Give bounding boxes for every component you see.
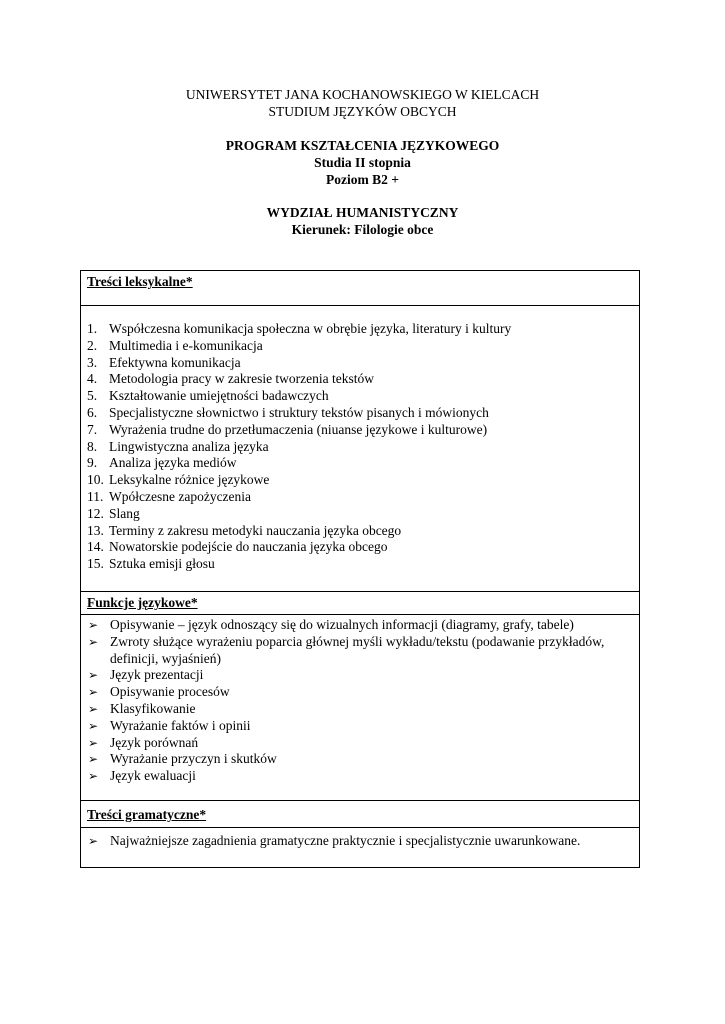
unit-name: STUDIUM JĘZYKÓW OBCYCH [268,104,457,119]
functions-list-item [87,701,630,718]
lexical-list-item [87,556,511,573]
functions-list-item [87,634,630,668]
list-number: 12. [87,505,104,521]
arrow-bullet-icon: ➢ [88,685,99,700]
list-text: Specjalistyczne słownictwo i struktury tekstów pisanych i mówionych [109,404,489,420]
arrow-bullet-icon: ➢ [88,735,99,750]
lexical-list-item [87,472,511,489]
list-text: Opisywanie – język odnoszący się do wizualnych informacji (diagramy, grafy, tabele) [110,617,574,632]
lexical-list-item [87,371,511,388]
grammar-list [87,833,580,850]
arrow-bullet-icon: ➢ [88,668,99,683]
lexical-title: Treści leksykalne* [87,274,193,289]
list-text: Analiza języka mediów [109,455,237,471]
arrow-bullet-icon: ➢ [88,718,99,733]
list-text: Klasyfikowanie [110,700,196,716]
list-text: Leksykalne różnice językowe [109,472,270,488]
list-text: Wpółczesne zapożyczenia [109,488,252,504]
list-text: Nowatorskie podejście do nauczania języka obcego [109,539,388,555]
list-number: 10. [87,472,104,488]
functions-list [87,617,630,785]
lexical-list-item [87,338,511,355]
list-text: Multimedia i e-komunikacja [109,337,263,353]
lexical-content-row [81,306,639,592]
header-faculty [0,204,725,238]
functions-list-item [87,667,630,684]
list-text: Zwroty służące wyrażeniu poparcia głównej myśli wykładu/tekstu (podawanie przykładów, definicji, wyjaśnień) [110,633,605,666]
list-number: 13. [87,522,104,538]
language-level: Poziom B2 + [326,172,399,187]
header-institution [0,86,725,120]
functions-list-item [87,718,630,735]
functions-title: Funkcje językowe* [87,595,198,610]
faculty-name: WYDZIAŁ HUMANISTYCZNY [266,205,459,220]
list-number: 4. [87,371,98,387]
list-number: 8. [87,438,98,454]
arrow-bullet-icon: ➢ [88,701,99,716]
list-text: Opisywanie procesów [110,684,230,700]
list-text: Wyrażanie przyczyn i skutków [110,751,277,767]
list-number: 15. [87,556,104,572]
list-text: Wyrażenia trudne do przetłumaczenia (niuanse językowe i kulturowe) [109,421,488,437]
lexical-list-item [87,455,511,472]
direction-name: Kierunek: Filologie obce [291,222,434,237]
lexical-list-item [87,388,511,405]
functions-content-row [81,615,639,801]
lexical-list-item [87,439,511,456]
lexical-list-item [87,489,511,506]
list-text: Slang [109,505,140,521]
lexical-header-row [81,271,639,306]
grammar-header-row [81,801,639,828]
list-text: Język ewaluacji [110,768,196,784]
arrow-bullet-icon: ➢ [88,834,99,848]
arrow-bullet-icon: ➢ [88,618,99,632]
functions-list-item [87,617,630,634]
list-text: Efektywna komunikacja [109,354,241,370]
functions-list-item [87,768,630,785]
lexical-list-item [87,405,511,422]
list-text: Terminy z zakresu metodyki nauczania języka obcego [109,522,402,538]
grammar-content-row [81,828,639,868]
arrow-bullet-icon: ➢ [88,634,99,649]
functions-list-item [87,751,630,768]
lexical-list-item [87,321,511,338]
list-number: 5. [87,388,98,404]
lexical-list-item [87,355,511,372]
list-number: 14. [87,539,104,555]
functions-list-item [87,684,630,701]
list-text: Wyrażanie faktów i opinii [110,717,251,733]
list-text: Sztuka emisji głosu [109,556,215,572]
arrow-bullet-icon: ➢ [88,752,99,767]
university-name: UNIWERSYTET JANA KOCHANOWSKIEGO W KIELCACH [185,87,540,102]
lexical-list-item [87,422,511,439]
list-number: 9. [87,455,98,471]
list-text: Kształtowanie umiejętności badawczych [109,388,329,404]
arrow-bullet-icon: ➢ [88,769,99,784]
list-text: Lingwistyczna analiza języka [109,438,269,454]
list-text: Metodologia pracy w zakresie tworzenia tekstów [109,371,375,387]
list-number: 7. [87,421,98,437]
program-title: PROGRAM KSZTAŁCENIA JĘZYKOWEGO [225,138,500,153]
lexical-list-item [87,506,511,523]
grammar-list-item [87,833,580,850]
list-text: Najważniejsze zagadnienia gramatyczne praktycznie i specjalistycznie uwarunkowane. [110,833,581,848]
functions-header-row [81,592,639,615]
header-program [0,137,725,188]
lexical-list-item [87,523,511,540]
grammar-title: Treści gramatyczne* [87,807,207,822]
list-number: 6. [87,404,98,420]
list-number: 3. [87,354,98,370]
list-number: 11. [87,488,104,504]
list-text: Język prezentacji [110,667,204,683]
functions-list-item [87,735,630,752]
program-table [80,270,640,868]
list-text: Współczesna komunikacja społeczna w obrębie języka, literatury i kultury [109,321,512,336]
studies-degree: Studia II stopnia [314,155,411,170]
list-text: Język porównań [110,734,199,750]
list-number: 2. [87,337,98,353]
lexical-list [87,321,511,573]
list-number: 1. [87,321,98,336]
lexical-list-item [87,539,511,556]
